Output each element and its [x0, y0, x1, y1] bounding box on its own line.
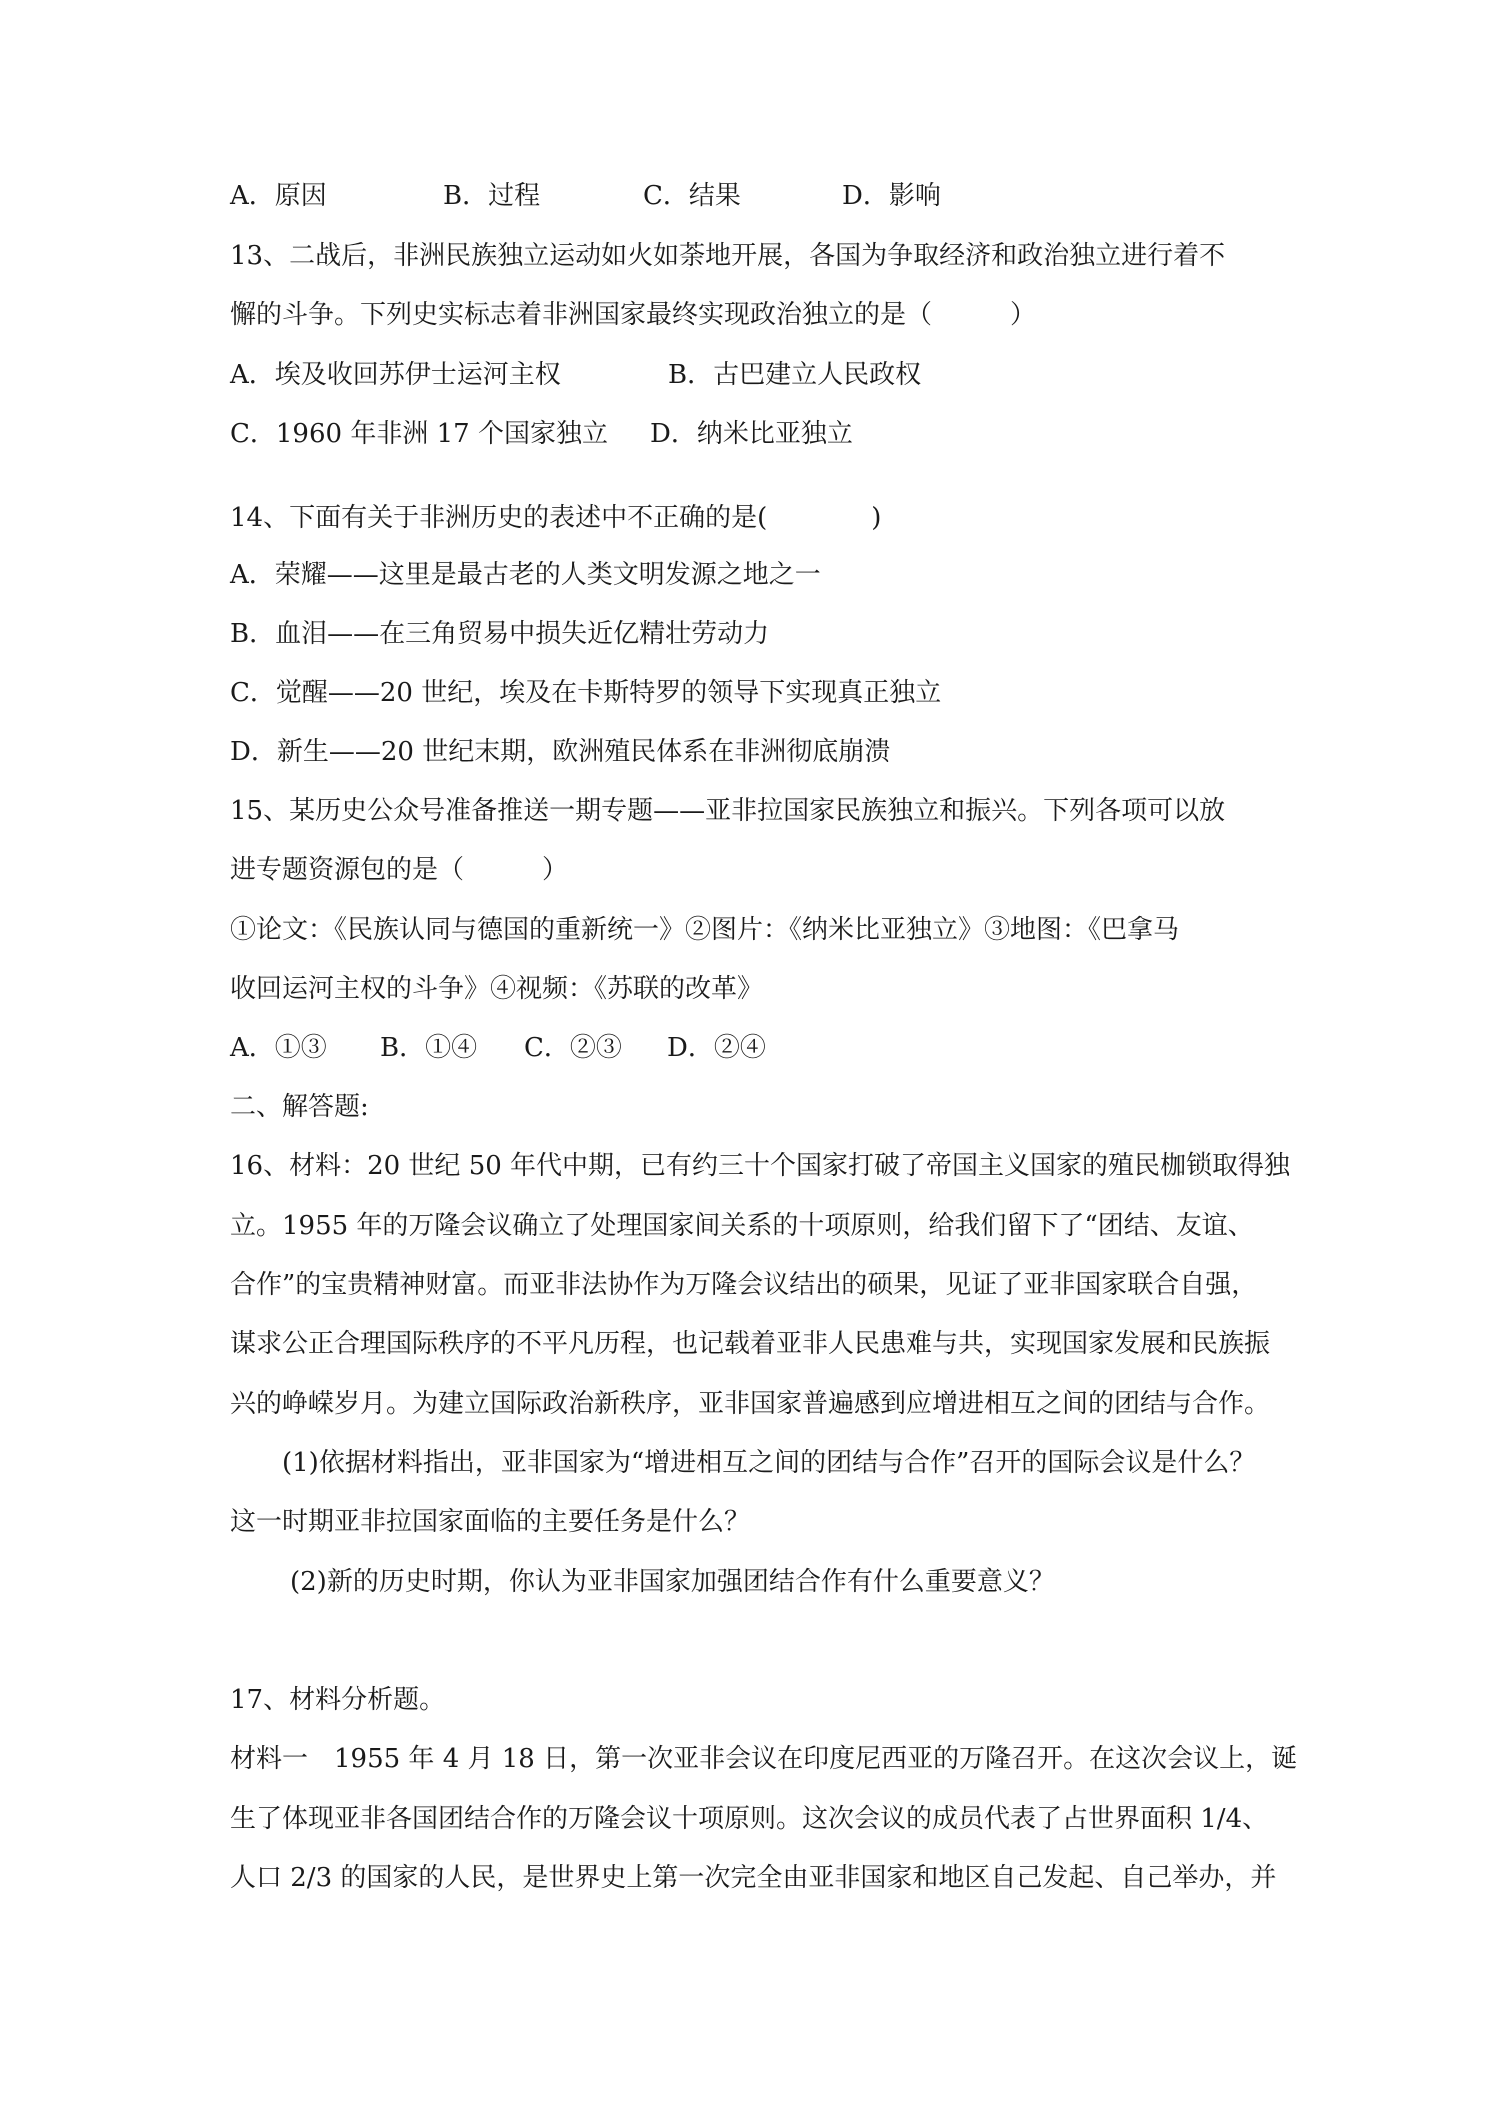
q14-option-c: C．觉醒——20 世纪，埃及在卡斯特罗的领导下实现真正独立 — [230, 678, 942, 708]
q16-material-line-1: 16、材料：20 世纪 50 年代中期，已有约三十个国家打破了帝国主义国家的殖民枷锁取得独 — [230, 1151, 1291, 1181]
q14-option-a: A．荣耀——这里是最古老的人类文明发源之地之一 — [230, 560, 821, 590]
q16-material-line-5: 兴的峥嵘岁月。为建立国际政治新秩序，亚非国家普遍感到应增进相互之间的团结与合作。 — [230, 1389, 1271, 1419]
q13-option-d: D．纳米比亚独立 — [650, 419, 853, 449]
q14-option-d: D．新生——20 世纪末期，欧洲殖民体系在非洲彻底崩溃 — [230, 737, 891, 767]
q15-option-b: B．①④ — [380, 1033, 478, 1063]
q12-option-b: B．过程 — [443, 181, 541, 211]
q13-option-c: C．1960 年非洲 17 个国家独立 — [230, 419, 608, 449]
q17-material-line-2: 生了体现亚非各国团结合作的万隆会议十项原则。这次会议的成员代表了占世界面积 1/4、 — [230, 1804, 1269, 1834]
q17-title: 17、材料分析题。 — [230, 1685, 446, 1715]
section-heading: 二、解答题: — [230, 1092, 369, 1122]
q15-items-line-2: 收回运河主权的斗争》④视频：《苏联的改革》 — [230, 974, 764, 1004]
q16-material-line-3: 合作”的宝贵精神财富。而亚非法协作为万隆会议结出的硕果，见证了亚非国家联合自强， — [230, 1270, 1258, 1300]
q13-option-a: A．埃及收回苏伊士运河主权 — [230, 360, 561, 390]
q15-stem-line-2: 进专题资源包的是（ ） — [230, 855, 569, 885]
q14-stem: 14、下面有关于非洲历史的表述中不正确的是( ) — [230, 503, 882, 533]
q13-stem-line-2: 懈的斗争。下列史实标志着非洲国家最终实现政治独立的是（ ） — [230, 300, 1037, 330]
q17-material-line-1: 材料一 1955 年 4 月 18 日，第一次亚非会议在印度尼西亚的万隆召开。在这次会议上，诞 — [230, 1744, 1298, 1774]
q13-stem-line-1: 13、二战后，非洲民族独立运动如火如荼地开展，各国为争取经济和政治独立进行着不 — [230, 241, 1226, 271]
q12-option-d: D．影响 — [842, 181, 941, 211]
q12-option-c: C．结果 — [643, 181, 741, 211]
q15-items-line-1: ①论文：《民族认同与德国的重新统一》②图片：《纳米比亚独立》③地图：《巴拿马 — [230, 915, 1180, 945]
q16-question-1-line-2: 这一时期亚非拉国家面临的主要任务是什么？ — [230, 1507, 751, 1537]
q16-question-2: (2)新的历史时期，你认为亚非国家加强团结合作有什么重要意义？ — [290, 1567, 1055, 1597]
q13-option-b: B．古巴建立人民政权 — [668, 360, 922, 390]
q16-material-line-4: 谋求公正合理国际秩序的不平凡历程，也记载着亚非人民患难与共，实现国家发展和民族振 — [230, 1329, 1271, 1359]
q15-option-d: D．②④ — [667, 1033, 766, 1063]
q16-material-line-2: 立。1955 年的万隆会议确立了处理国家间关系的十项原则，给我们留下了“团结、友谊、 — [230, 1211, 1254, 1241]
q14-option-b: B．血泪——在三角贸易中损失近亿精壮劳动力 — [230, 619, 770, 649]
q12-option-a: A．原因 — [230, 181, 327, 211]
q15-option-a: A．①③ — [230, 1033, 327, 1063]
q15-option-c: C．②③ — [524, 1033, 622, 1063]
q16-question-1-line-1: (1)依据材料指出，亚非国家为“增进相互之间的团结与合作”召开的国际会议是什么？ — [282, 1448, 1256, 1478]
q15-stem-line-1: 15、某历史公众号准备推送一期专题——亚非拉国家民族独立和振兴。下列各项可以放 — [230, 796, 1226, 826]
q17-material-line-3: 人口 2/3 的国家的人民，是世界史上第一次完全由亚非国家和地区自己发起、自己举办，并 — [230, 1863, 1277, 1893]
